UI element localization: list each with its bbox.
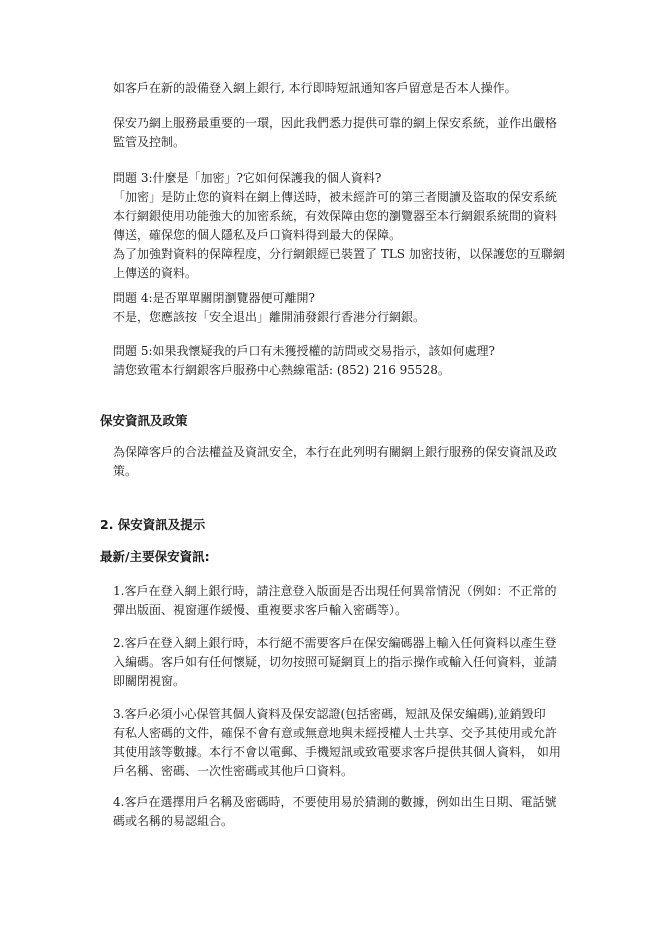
faq-answer-line: 傳送，確保您的個人隱私及戶口資料得到最大的保障。 (113, 228, 402, 242)
faq-q4 (113, 289, 569, 327)
policy-body (113, 443, 569, 481)
faq-answer-line: 上傳送的資料。 (113, 266, 198, 280)
text-line: 策。 (113, 464, 138, 478)
text-line: 碼或名稱的易認組合。 (113, 814, 234, 828)
intro-paragraph-1 (113, 79, 569, 98)
faq-answer-line: 「加密」是防止您的資料在網上傳送時，被未經許可的第三者閱讀及盜取的保安系統 (113, 190, 558, 204)
text-line: 保安乃網上服務最重要的一環，因此我們悉力提供可靠的網上保安系統，並作出嚴格 (113, 116, 558, 130)
text-line: 如客戶在新的設備登入網上銀行, 本行即時短訊通知客戶留意是否本人操作。 (113, 81, 517, 95)
faq-answer-line: 請您致電本行網銀客戶服務中心熱線電話: (852) 216 95528。 (113, 363, 450, 377)
text-line: 其使用該等數據。本行不會以電郵、手機短訊或致電要求客戶提供其個人資料， 如用 (113, 745, 561, 759)
text-line: 2.客戶在登入網上銀行時，本行絕不需要客戶在保安編碼器上輸入任何資料以產生登 (113, 636, 557, 650)
faq-question: 問題 5:如果我懷疑我的戶口有未獲授權的訪問或交易指示，該如何處理? (113, 344, 495, 358)
faq-answer-line: 不是，您應該按「安全退出」離開浦發銀行香港分行網銀。 (113, 310, 426, 324)
faq-q5 (113, 342, 569, 380)
text-line: 有私人密碼的文件，確保不會有意或無意地與未經授權人士共享、交予其使用或允許 (113, 726, 558, 740)
text-line: 1.客戶在登入網上銀行時，請注意登入版面是否出現任何異常情況（例如：不正常的 (113, 584, 557, 598)
text-line: 入編碼。客戶如有任何懷疑，切勿按照可疑網頁上的指示操作或輸入任何資料，並請 (113, 655, 558, 669)
text-line: 監管及控制。 (113, 135, 186, 149)
faq-question: 問題 4:是否單單關閉瀏覽器便可離開? (113, 291, 315, 305)
section-2-subheading: 最新/主要保安資訊: (100, 549, 210, 564)
text-line: 即關閉視窗。 (113, 674, 186, 688)
faq-answer-line: 本行網銀使用功能強大的加密系統，有效保障由您的瀏覽器至本行網銀系統間的資料 (113, 209, 558, 223)
security-item-1 (113, 582, 569, 620)
security-item-4 (113, 793, 569, 831)
security-item-2 (113, 634, 569, 691)
section-2-heading: 2. 保安資訊及提示 (100, 517, 206, 532)
policy-heading: 保安資訊及政策 (100, 413, 188, 428)
faq-question: 問題 3:什麼是「加密」?它如何保護我的個人資料? (113, 171, 382, 185)
faq-answer-line: 為了加強對資料的保障程度，分行網銀經已裝置了 TLS 加密技術，以保護您的互聯網 (113, 247, 565, 261)
intro-paragraph-2 (113, 114, 569, 152)
text-line: 為保障客戶的合法權益及資訊安全，本行在此列明有關網上銀行服務的保安資訊及政 (113, 445, 558, 459)
faq-q3 (113, 169, 569, 283)
text-line: 3.客戶必須小心保管其個人資料及保安認證(包括密碼，短訊及保安編碼),並銷毀印 (113, 707, 546, 721)
text-line: 彈出版面、視窗運作緩慢、重複要求客戶輸入密碼等）。 (113, 603, 408, 617)
security-item-3 (113, 705, 569, 781)
text-line: 4.客戶在選擇用戶名稱及密碼時，不要使用易於猜測的數據，例如出生日期、電話號 (113, 795, 557, 809)
text-line: 戶名稱、密碼、一次性密碼或其他戶口資料。 (113, 764, 354, 778)
